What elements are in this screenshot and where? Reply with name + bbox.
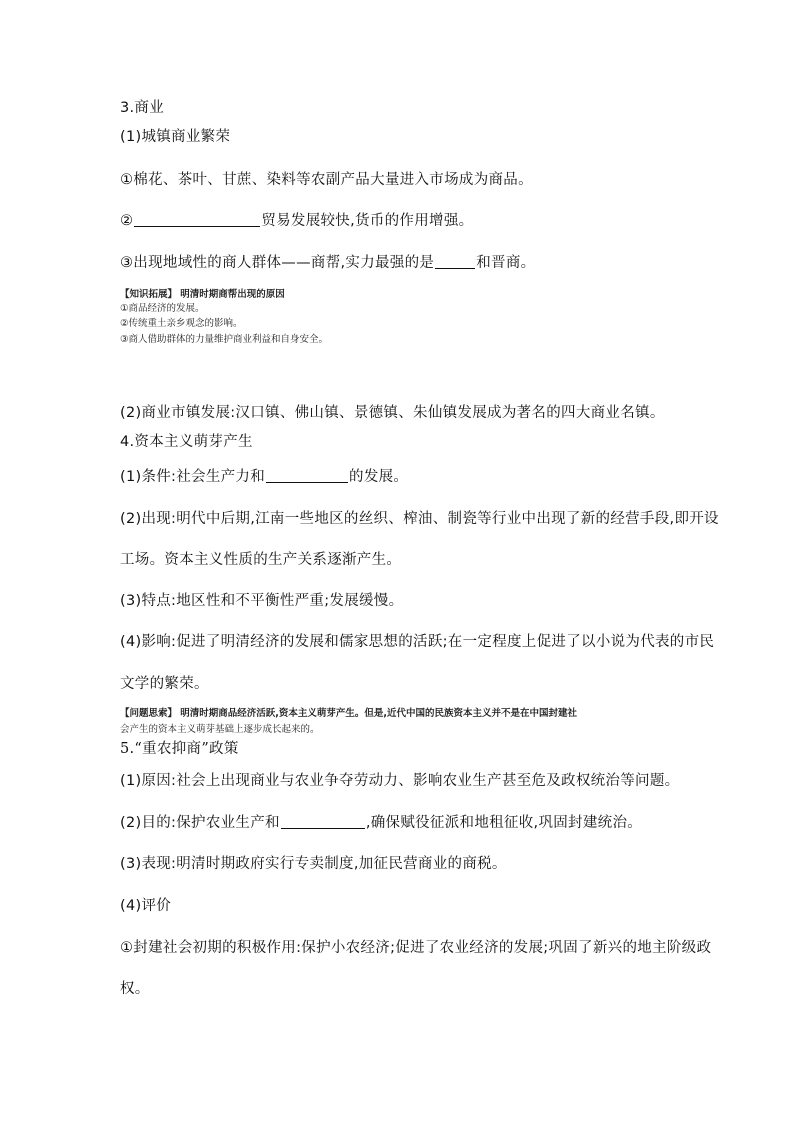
section-3-sub2: (2)商业市镇发展:汉口镇、佛山镇、景德镇、朱仙镇发展成为著名的四大商业名镇。 (120, 405, 665, 421)
section-5-title: 5.“重农抑商”政策 (120, 741, 239, 757)
point2-prefix: ② (120, 213, 134, 229)
section-3-point2 (120, 211, 473, 231)
section-5-point1: (1)原因:社会上出现商业与农业争夺劳动力、影响农业生产甚至危及政权统治等问题。 (120, 773, 680, 789)
knowledge-extension-1: ①商品经济的发展。 (120, 303, 205, 314)
fill-blank-4[interactable] (281, 814, 365, 829)
section-4-title: 4.资本主义萌芽产生 (120, 434, 253, 450)
section-3-point3 (120, 253, 535, 273)
section-4-point2-line2: 工场。资本主义性质的生产关系逐渐产生。 (120, 552, 402, 568)
section-3-sub1: (1)城镇商业繁荣 (120, 129, 231, 145)
section-4-point4-line1: (4)影响:促进了明清经济的发展和儒家思想的活跃;在一定程度上促进了以小说为代表的市民 (120, 634, 715, 650)
section-4-point3: (3)特点:地区性和不平衡性严重;发展缓慢。 (120, 593, 404, 609)
fill-blank-3[interactable] (266, 468, 348, 483)
knowledge-extension-title: 【知识拓展】 明清时期商帮出现的原因 (120, 289, 285, 300)
section-3-title: 3.商业 (120, 100, 165, 116)
question-thinking-line2: 会产生的资本主义萌芽基础上逐步成长起来的。 (120, 724, 320, 735)
point2-suffix: 贸易发展较快,货币的作用增强。 (261, 213, 474, 229)
question-thinking-text: 【问题思索】 明清时期商品经济活跃,资本主义萌芽产生。但是,近代中国的民族资本主义并不是在中国封建社 (120, 708, 578, 719)
s4-point1-suffix: 的发展。 (349, 469, 409, 485)
section-5-point5-line2: 权。 (120, 981, 150, 997)
knowledge-extension-3: ③商人借助群体的力量维护商业利益和自身安全。 (120, 334, 329, 345)
fill-blank-2[interactable] (435, 254, 475, 269)
section-4-point1 (120, 467, 408, 487)
fill-blank-1[interactable] (134, 212, 260, 227)
point3-prefix: ③出现地域性的商人群体——商帮,实力最强的是 (120, 255, 435, 271)
section-4-point2-line1: (2)出现:明代中后期,江南一些地区的丝织、榨油、制瓷等行业中出现了新的经营手段,即开设 (120, 511, 719, 527)
s4-point1-prefix: (1)条件:社会生产力和 (120, 469, 266, 485)
question-thinking-line1 (120, 708, 577, 720)
point3-suffix: 和晋商。 (476, 255, 536, 271)
section-5-point2 (120, 813, 642, 833)
section-4-point4-line2: 文学的繁荣。 (120, 676, 209, 692)
section-5-point5-line1: ①封建社会初期的积极作用:保护小农经济;促进了农业经济的发展;巩固了新兴的地主阶级政 (120, 940, 712, 956)
s5-point2-prefix: (2)目的:保护农业生产和 (120, 815, 280, 831)
section-5-point3: (3)表现:明清时期政府实行专卖制度,加征民营商业的商税。 (120, 856, 507, 872)
knowledge-extension-2: ②传统重土亲乡观念的影响。 (120, 318, 243, 329)
section-3-point1: ①棉花、茶叶、甘蔗、染料等农副产品大量进入市场成为商品。 (120, 172, 533, 188)
s5-point2-suffix: ,确保赋役征派和地租征收,巩固封建统治。 (365, 815, 643, 831)
section-5-point4: (4)评价 (120, 898, 172, 914)
